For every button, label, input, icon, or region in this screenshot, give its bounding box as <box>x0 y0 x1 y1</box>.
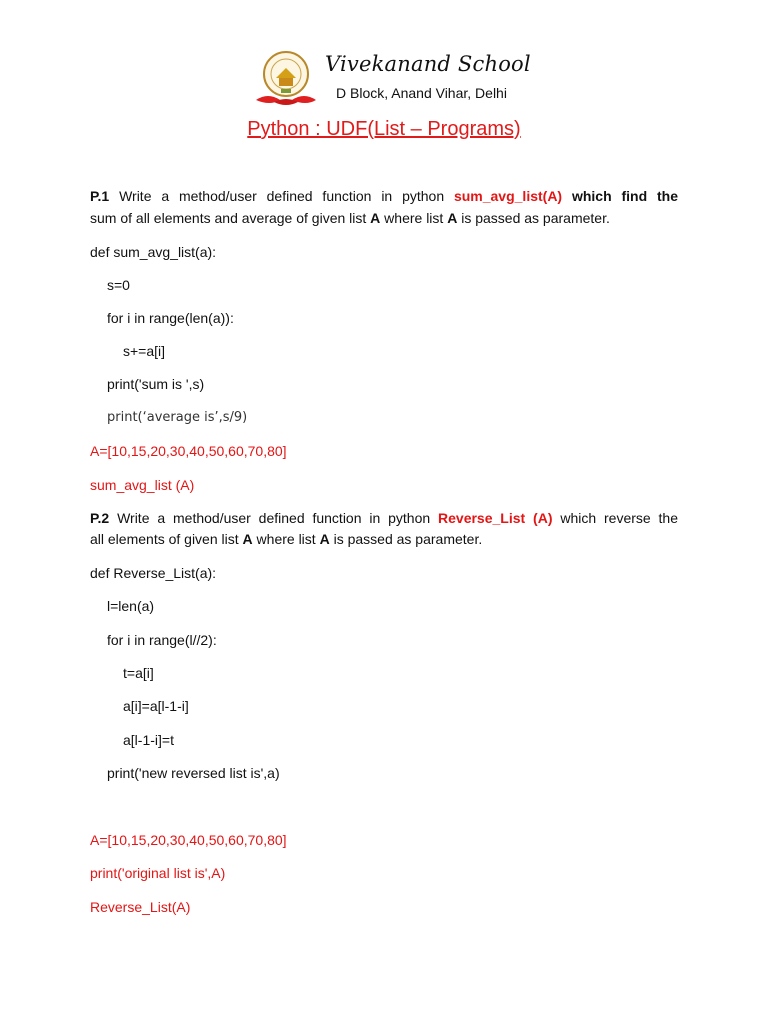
p2-call-print: print('original list is',A) <box>90 865 226 881</box>
p1-question-line-2: sum of all elements and average of given list A where list A is passed as parameter. <box>90 210 610 226</box>
p1-code-line: def sum_avg_list(a): <box>90 244 217 260</box>
p1-call: sum_avg_list (A) <box>90 477 195 493</box>
p1-code-line: s+=a[i] <box>123 343 166 359</box>
p2-label: P.2 <box>90 510 110 526</box>
p1-code-line: print(‘average is’,s/9) <box>107 410 248 425</box>
p1-label: P.1 <box>90 188 110 204</box>
p2-code-line: a[l-1-i]=t <box>123 732 174 748</box>
p2-code-line: for i in range(l//2): <box>107 632 217 648</box>
p2-code-line: t=a[i] <box>123 665 154 681</box>
p2-code-line: l=len(a) <box>107 598 155 614</box>
p2-call-list: A=[10,15,20,30,40,50,60,70,80] <box>90 832 287 848</box>
school-logo <box>250 48 322 112</box>
p1-code-line: for i in range(len(a)): <box>107 310 234 326</box>
p1-code-line: s=0 <box>107 277 130 293</box>
p2-code-line: print('new reversed list is',a) <box>107 765 280 781</box>
p2-call: Reverse_List(A) <box>90 899 191 915</box>
p1-code-line: print('sum is ',s) <box>107 376 205 392</box>
p1-function-name: sum_avg_list(A) <box>453 188 563 204</box>
p1-call-list: A=[10,15,20,30,40,50,60,70,80] <box>90 443 287 459</box>
p2-question-line-1: P.2 Write a method/user defined function in python Reverse_List (A) which reverse the <box>90 510 679 526</box>
document-header <box>0 0 768 140</box>
p2-question-line-2: all elements of given list A where list A is passed as parameter. <box>90 531 483 547</box>
p2-code-line: a[i]=a[l-1-i] <box>123 698 189 714</box>
p1-question-line-1: P.1 Write a method/user defined function in python sum_avg_list(A) which find the <box>90 188 678 204</box>
school-name: Vivekanand School <box>325 52 531 76</box>
p2-code-line: def Reverse_List(a): <box>90 565 217 581</box>
p2-function-name: Reverse_List (A) <box>438 510 553 526</box>
page-title: Python : UDF(List – Programs) <box>247 118 521 140</box>
school-address: D Block, Anand Vihar, Delhi <box>336 85 507 101</box>
